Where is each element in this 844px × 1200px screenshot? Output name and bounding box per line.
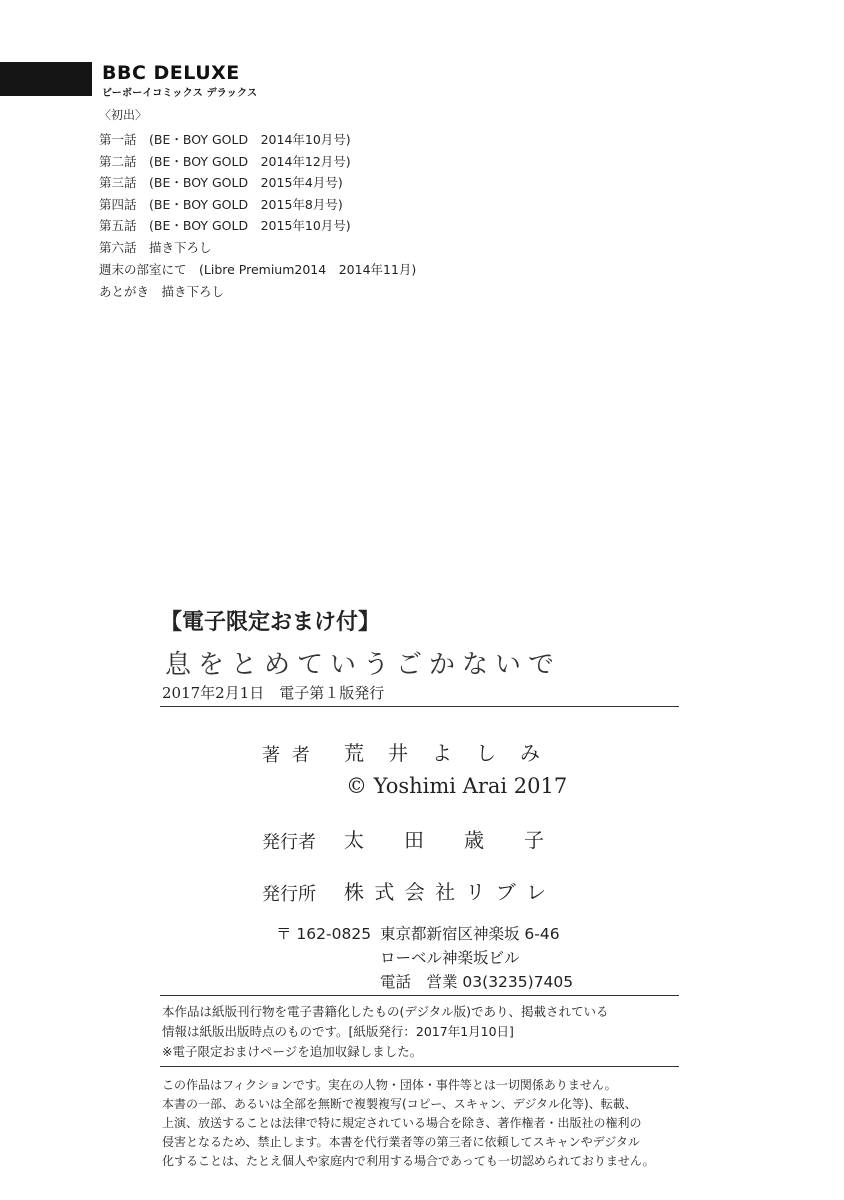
legal-notice: 化することは、たとえ個人や家庭内で利用する場合であっても一切認められておりません。 [162,1154,655,1168]
publisher-person-name: 太 田 歳 子 [344,828,544,852]
postal-code: 〒 162-0825 [276,925,372,943]
divider [160,995,679,996]
divider [160,1066,679,1067]
copyright-notice: © Yoshimi Arai 2017 [346,774,568,798]
author-name: 荒 井 よ し み [344,741,542,765]
header-black-bar [0,62,92,96]
address-building: ローベル神楽坂ビル [380,949,520,967]
legal-notice: 本書の一部、あるいは全部を無断で複製複写(コピー、スキャン、デジタル化等)、転載、 [162,1097,637,1111]
legal-notice: 侵害となるため、禁止します。本書を代行業者等の第三者に依頼してスキャンやデジタル [162,1135,640,1149]
first-publication-item: 第六話 描き下ろし [99,240,212,255]
publish-date: 2017年2月1日 電子第１版発行 [162,684,385,702]
book-title: 息をとめていうごかないで [165,650,562,680]
publisher-label: 発行所 [262,884,316,905]
divider [160,706,679,707]
legal-notice: 上演、放送することは法律で特に規定されている場合を除き、著作権者・出版社の権利の [162,1116,642,1130]
address-line: 東京都新宿区神楽坂 6-46 [380,925,560,943]
first-publication-heading: 〈初出〉 [99,108,148,122]
publisher-name: 株 式 会 社 リ ブ レ [344,880,549,904]
first-publication-item: 第一話 (BE・BOY GOLD 2014年10月号) [99,132,351,147]
author-label: 著 者 [262,745,313,766]
first-publication-item: 第四話 (BE・BOY GOLD 2015年8月号) [99,197,343,212]
edition-note: 本作品は紙版刊行物を電子書籍化したもの(デジタル版)であり、掲載されている [162,1004,609,1019]
first-publication-item: 週末の部室にて (Libre Premium2014 2014年11月) [99,262,417,277]
legal-notice: この作品はフィクションです。実在の人物・団体・事件等とは一切関係ありません。 [162,1078,617,1092]
first-publication-item: 第三話 (BE・BOY GOLD 2015年4月号) [99,175,343,190]
edition-note: 情報は紙版出版時点のものです。[紙版発行：2017年1月10日] [162,1024,514,1039]
digital-bonus-tag: 【電子限定おまけ付】 [160,610,381,635]
publisher-person-label: 発行者 [262,832,316,853]
first-publication-item: 第二話 (BE・BOY GOLD 2014年12月号) [99,154,351,169]
bbc-deluxe-logo: BBC DELUXE [102,62,240,84]
first-publication-item: あとがき 描き下ろし [99,284,225,299]
bbc-deluxe-logo-subtitle: ビーボーイコミックス デラックス [102,88,258,99]
first-publication-item: 第五話 (BE・BOY GOLD 2015年10月号) [99,218,351,233]
phone-number: 電話 営業 03(3235)7405 [380,973,574,991]
edition-note: ※電子限定おまけページを追加収録しました。 [162,1044,423,1059]
